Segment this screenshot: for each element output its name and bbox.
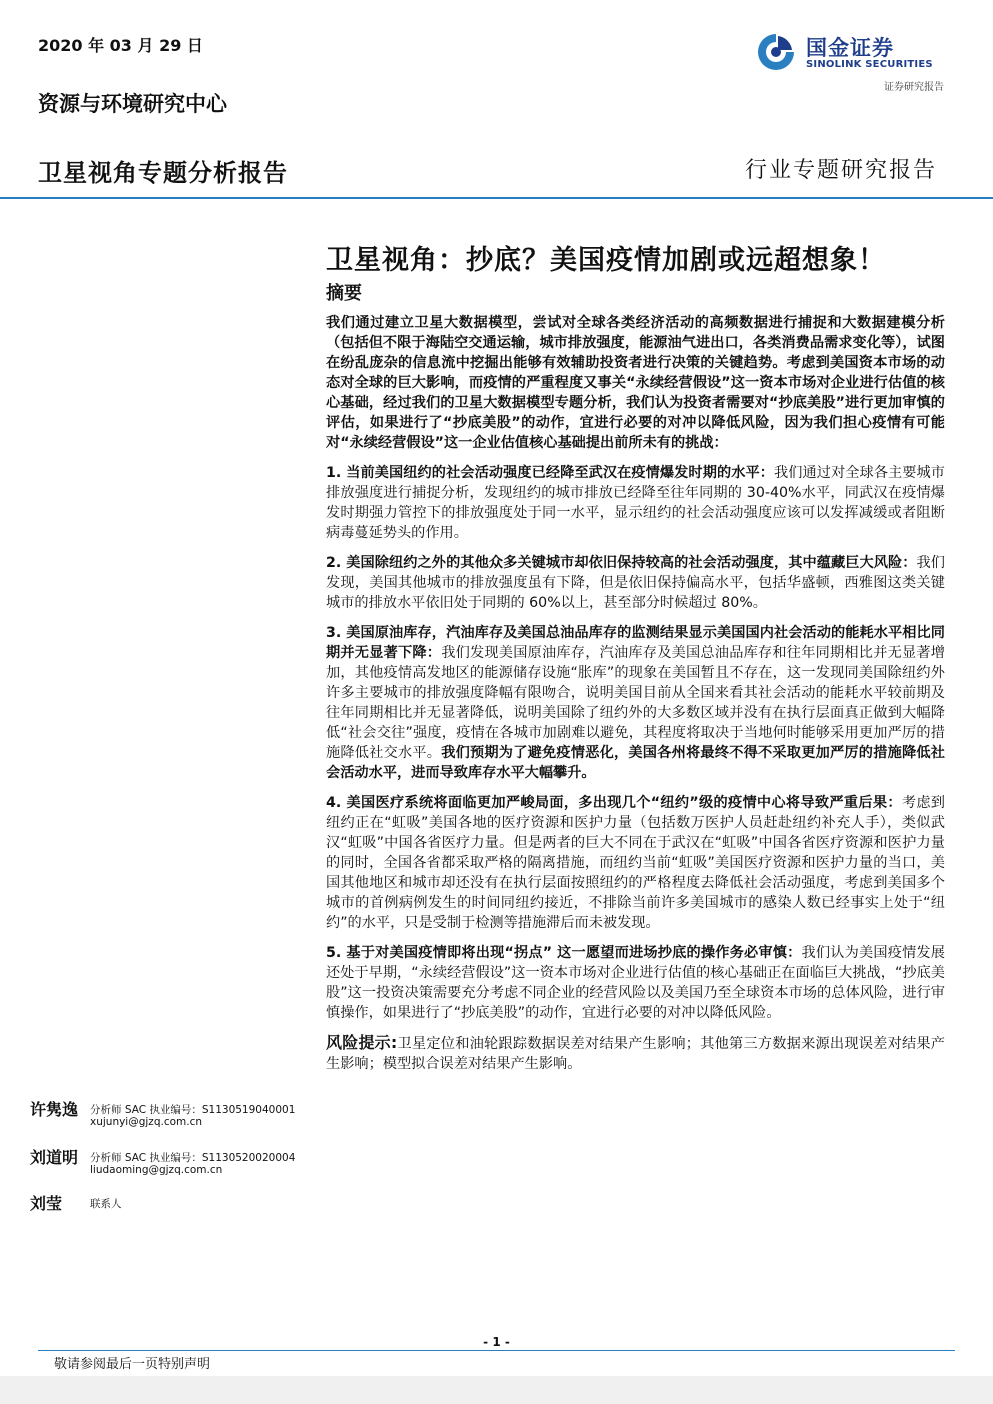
key-point-5-lead: 5. 基于对美国疫情即将出现“拐点” 这一愿望而进场抄底的操作务必审慎：: [326, 945, 802, 961]
abstract-intro: 我们通过建立卫星大数据模型，尝试对全球各类经济活动的高频数据进行捕捉和大数据建模分析（包括但不限于海陆空交通运输，城市排放强度，能源油气进出口，各类消费品需求变化等），试图在纷乱庞杂的信息流中挖掘出能够有效辅助投资者进行决策的关键趋势。考虑到美国资本市场的动态对全球的巨大影响，而疫情的严重程度又事关“永续经营假设”这一资本市场对企业进行估值的核心基础，经过我们的卫星大数据模型专题分析，我们认为投资者需要对“抄底美股”进行更加审慎的评估，如果进行了“抄底美股”的动作，宜进行必要的对冲以降低风险，因为我们担心疫情有可能对“永续经营假设”这一企业估值核心基础提出前所未有的挑战：: [326, 315, 945, 451]
risk-warning: [326, 1033, 945, 1074]
risk-warning-label: 风险提示:: [326, 1033, 398, 1052]
key-point-4-text: 考虑到纽约正在“虹吸”美国各地的医疗资源和医护力量（包括数万医护人员赶赴纽约补充人手），类似武汉“虹吸”中国各省医疗力量。但是两者的巨大不同在于武汉在“虹吸”中国各省医疗资源和医护力量的同时，全国各省都采取严格的隔离措施，而纽约当前“虹吸”美国医疗资源和医护力量的当口，美国其他地区和城市却还没有在执行层面按照纽约的严格程度去降低社会活动强度，考虑到美国多个城市的首例病例发生的时间同纽约接近，不排除当前许多美国城市的感染人数已经事实上处于“纽约”的水平，只是受制于检测等措施滞后而未被发现。: [326, 795, 945, 931]
company-logo: [756, 30, 946, 94]
page-number: - 1 -: [483, 1335, 510, 1349]
report-type: 行业专题研究报告: [744, 158, 937, 183]
key-point-4: [326, 793, 945, 933]
research-center: 资源与环境研究中心: [38, 91, 227, 116]
key-point-1: [326, 463, 945, 543]
bottom-band: [0, 1376, 993, 1404]
analyst-role: 分析师 SAC 执业编号：S1130520020004: [90, 1152, 296, 1164]
analyst-role: 分析师 SAC 执业编号：S1130519040001: [90, 1104, 296, 1116]
risk-warning-text: 卫星定位和油轮跟踪数据误差对结果产生影响；其他第三方数据来源出现误差对结果产生影响；模型拟合误差对结果产生影响。: [326, 1036, 945, 1072]
key-point-4-lead: 4. 美国医疗系统将面临更加严峻局面，多出现几个“纽约”级的疫情中心将导致严重后果：: [326, 795, 902, 811]
logo-name-cn: 国金证券: [806, 36, 894, 60]
footer-divider: [38, 1350, 955, 1351]
abstract-heading: 摘要: [326, 283, 362, 304]
key-point-5-text: 我们认为美国疫情发展还处于早期，“永续经营假设”这一资本市场对企业进行估值的核心基础正在面临巨大挑战，“抄底美股”这一投资决策需要充分考虑不同企业的经营风险以及美国乃至全球资本市场的总体风险，进行审慎操作，如果进行了“抄底美股”的动作，宜进行必要的对冲以降低风险。: [326, 945, 945, 1021]
key-point-5: [326, 943, 945, 1023]
report-series-title: 卫星视角专题分析报告: [38, 159, 288, 187]
key-point-3-text: 我们发现美国原油库存，汽油库存及美国总油品库存和往年同期相比并无显著增加，其他疫情高发地区的能源储存设施“胀库”的现象在美国暂且不存在，这一发现同美国除纽约外许多主要城市的排放强度降幅有限吻合，说明美国目前从全国来看其社会活动的能耗水平较前期及往年同期相比并无显著降低，说明美国除了纽约外的大多数区域并没有在执行层面真正做到大幅降低“社会交往”强度，疫情在各城市加剧难以避免，其程度将取决于当地何时能够采用更加严厉的措施降低社交水平。: [326, 645, 945, 761]
analyst-name: 刘道明: [30, 1148, 79, 1167]
key-point-3-conclusion: 我们预期为了避免疫情恶化，美国各州将最终不得不采取更加严厉的措施降低社会活动水平，进而导致库存水平大幅攀升。: [326, 745, 945, 781]
key-point-2-lead: 2. 美国除纽约之外的其他众多关键城市却依旧保持较高的社会活动强度，其中蕴藏巨大风险：: [326, 555, 917, 571]
abstract-body: [326, 313, 945, 1084]
key-point-2: [326, 553, 945, 613]
report-date: 2020 年 03 月 29 日: [38, 36, 203, 55]
key-point-3-lead: 3. 美国原油库存，汽油库存及美国总油品库存的监测结果显示美国国内社会活动的能耗水平相比同期并无显著下降：: [326, 625, 945, 661]
logo-subtitle: 证券研究报告: [884, 82, 944, 93]
key-point-3: [326, 623, 945, 783]
report-title: 卫星视角：抄底？美国疫情加剧或远超想象！: [326, 245, 886, 276]
analyst-name: 许隽逸: [30, 1100, 79, 1119]
header-divider: [0, 197, 993, 199]
logo-name-en: SINOLINK SECURITIES: [806, 59, 933, 70]
key-point-1-lead: 1. 当前美国纽约的社会活动强度已经降至武汉在疫情爆发时期的水平：: [326, 465, 774, 481]
analyst-name: 刘莹: [30, 1194, 63, 1213]
analyst-email[interactable]: liudaoming@gjzq.com.cn: [90, 1164, 223, 1176]
disclaimer-note: 敬请参阅最后一页特别声明: [54, 1357, 211, 1372]
analyst-role: 联系人: [90, 1198, 122, 1210]
analyst-email[interactable]: xujunyi@gjzq.com.cn: [90, 1116, 203, 1128]
key-point-2-text: 我们发现，美国其他城市的排放强度虽有下降，但是依旧保持偏高水平，包括华盛顿，西雅图这类关键城市的排放水平依旧处于同期的 60%以上，甚至部分时候超过 80%。: [326, 555, 945, 611]
sinolink-logo-icon: [756, 32, 796, 72]
key-point-1-text: 我们通过对全球各主要城市排放强度进行捕捉分析，发现纽约的城市排放已经降至往年同期的 30-40%水平，同武汉在疫情爆发时期强力管控下的排放强度处于同一水平，显示纽约的社会活动强度应该可以发挥减缓或者阻断病毒蔓延势头的作用。: [326, 465, 945, 541]
